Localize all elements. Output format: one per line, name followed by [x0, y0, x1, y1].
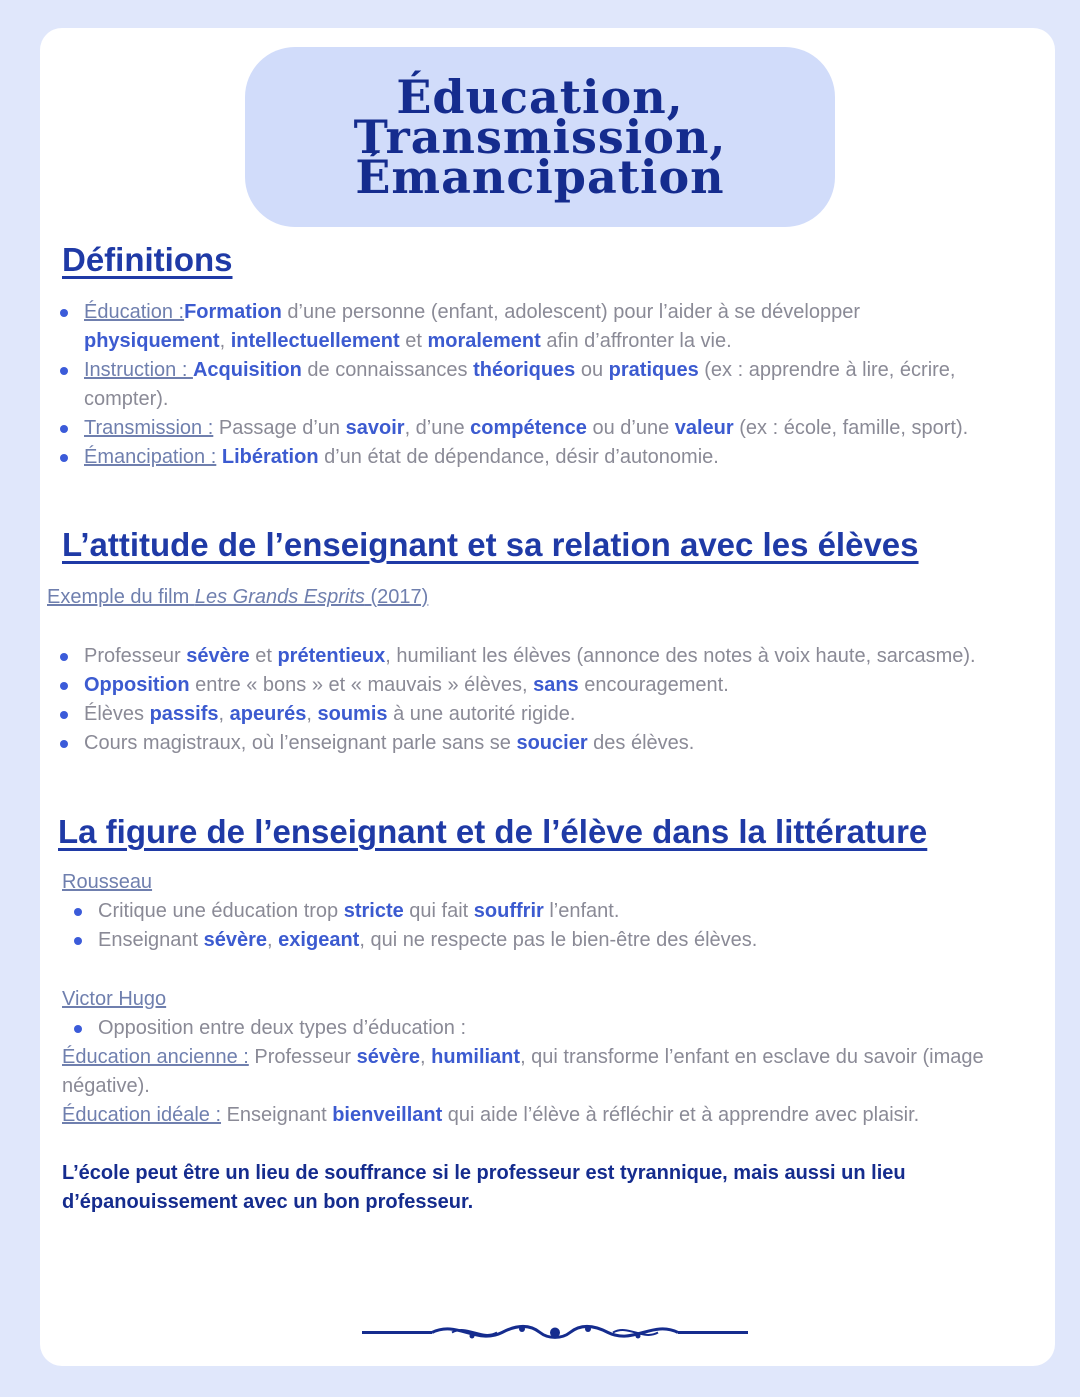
heading-definitions: Définitions	[62, 241, 233, 278]
text-run: ,	[420, 1046, 432, 1068]
bold-term: moralement	[427, 330, 541, 352]
text-run: de connaissances	[301, 359, 474, 381]
title-line-1: Éducation,	[396, 70, 684, 124]
text-run: (ex : apprendre à lire, écrire, compter).	[84, 359, 956, 410]
text-run: à une autorité rigide.	[387, 703, 576, 725]
text-run: ,	[219, 330, 231, 352]
bold-term: pratiques	[608, 359, 699, 381]
title-line-2: Transmission,	[353, 110, 727, 164]
text-run: Élèves	[84, 703, 150, 725]
list-item	[40, 298, 1000, 356]
attitude-list	[40, 642, 1000, 758]
heading-figure: La figure de l’enseignant et de l’élève dans la littérature	[58, 813, 928, 850]
education-ideale	[62, 1101, 1022, 1130]
film-title: Les Grands Esprits	[194, 586, 365, 608]
text-run: ou	[575, 359, 609, 381]
text-run: qui aide l’élève à réfléchir et à apprendre avec plaisir.	[442, 1104, 920, 1126]
text-run: encouragement.	[578, 674, 729, 696]
text-run: et	[399, 330, 428, 352]
list-item	[54, 1014, 1014, 1043]
definition-term: Instruction :	[84, 359, 193, 381]
document-page	[40, 28, 1055, 1366]
bold-term: sévère	[203, 929, 268, 951]
film-prefix: Exemple du film	[47, 586, 195, 608]
text-run: Enseignant	[221, 1104, 333, 1126]
bold-term: bienveillant	[332, 1104, 443, 1126]
text-run: , qui ne respecte pas le bien-être des élèves.	[359, 929, 758, 951]
author-hugo: Victor Hugo	[62, 988, 167, 1010]
bold-term: sévère	[186, 645, 250, 667]
text-run: afin d’affronter la vie.	[540, 330, 732, 352]
bold-term: Formation	[184, 301, 282, 323]
bold-term: intellectuellement	[230, 330, 400, 352]
text-run: Cours magistraux, où l’enseignant parle sans se	[84, 732, 517, 754]
list-item	[40, 414, 1000, 443]
text-run: ou d’une	[586, 417, 675, 439]
text-run: Passage d’un	[213, 417, 346, 439]
text-run: (ex : école, famille, sport).	[733, 417, 969, 439]
list-item	[54, 926, 1014, 955]
text-run: et	[249, 645, 278, 667]
rousseau-list	[54, 897, 1014, 955]
text-run: l’enfant.	[543, 900, 620, 922]
definition-term: Transmission :	[84, 417, 214, 439]
bold-term: Libération	[221, 446, 319, 468]
text-run: Professeur	[84, 645, 187, 667]
hugo-list	[54, 1014, 1014, 1043]
list-item	[54, 897, 1014, 926]
bold-term: soumis	[317, 703, 388, 725]
bold-term: prétentieux	[277, 645, 386, 667]
title-line-3: Émancipation	[355, 150, 725, 204]
text-run: des élèves.	[587, 732, 695, 754]
bold-term: théoriques	[473, 359, 576, 381]
text-run: , d’une	[404, 417, 471, 439]
bold-term: valeur	[674, 417, 734, 439]
bold-term: stricte	[343, 900, 404, 922]
definition-term: Éducation :	[84, 301, 185, 323]
education-ancienne-label: Éducation ancienne :	[62, 1046, 249, 1068]
ornament-divider-icon	[362, 1318, 748, 1348]
bold-term: sévère	[356, 1046, 421, 1068]
education-ideale-text	[221, 1104, 919, 1126]
text-run: ,	[218, 703, 230, 725]
heading-attitude: L’attitude de l’enseignant et sa relation avec les élèves	[62, 526, 919, 563]
bold-term: physiquement	[84, 330, 220, 352]
text-run: qui fait	[403, 900, 474, 922]
bold-term: compétence	[470, 417, 587, 439]
text-run: Enseignant	[98, 929, 204, 951]
list-item	[40, 642, 1000, 671]
text-run: ,	[306, 703, 318, 725]
bold-term: savoir	[345, 417, 405, 439]
conclusion: L’école peut être un lieu de souffrance si le professeur est tyrannique, mais aussi un lieu d’épanouissement avec un bon professeur.	[62, 1162, 906, 1213]
definitions-list	[40, 298, 1000, 472]
text-run: d’une personne (enfant, adolescent) pour l’aider à se développer	[281, 301, 861, 323]
text-run: Professeur	[248, 1046, 357, 1068]
bold-term: Acquisition	[192, 359, 302, 381]
title-box	[245, 47, 835, 227]
text-run: Critique une éducation trop	[98, 900, 344, 922]
text-run: Opposition entre deux types d’éducation :	[98, 1017, 467, 1039]
bold-term: soucier	[516, 732, 588, 754]
author-rousseau: Rousseau	[62, 871, 153, 893]
bold-term: exigeant	[278, 929, 360, 951]
list-item	[40, 729, 1000, 758]
list-item	[40, 443, 1000, 472]
list-item	[40, 700, 1000, 729]
list-item	[40, 671, 1000, 700]
bold-term: Opposition	[84, 674, 190, 696]
text-run: d’un état de dépendance, désir d’autonomie.	[318, 446, 719, 468]
text-run: ,	[267, 929, 279, 951]
list-item	[40, 356, 1000, 414]
text-run: , qui transforme l’enfant en esclave du savoir (image négative).	[62, 1046, 984, 1097]
education-ancienne	[62, 1043, 1022, 1101]
film-reference	[47, 583, 428, 612]
text-run: , humiliant les élèves (annonce des notes à voix haute, sarcasme).	[385, 645, 976, 667]
bold-term: humiliant	[431, 1046, 521, 1068]
film-year: (2017)	[364, 586, 429, 608]
bold-term: sans	[533, 674, 579, 696]
definition-term: Émancipation :	[84, 446, 217, 468]
bold-term: souffrir	[473, 900, 544, 922]
bold-term: apeurés	[229, 703, 307, 725]
bold-term: passifs	[149, 703, 219, 725]
education-ideale-label: Éducation idéale :	[62, 1104, 222, 1126]
text-run: entre « bons » et « mauvais » élèves,	[189, 674, 534, 696]
